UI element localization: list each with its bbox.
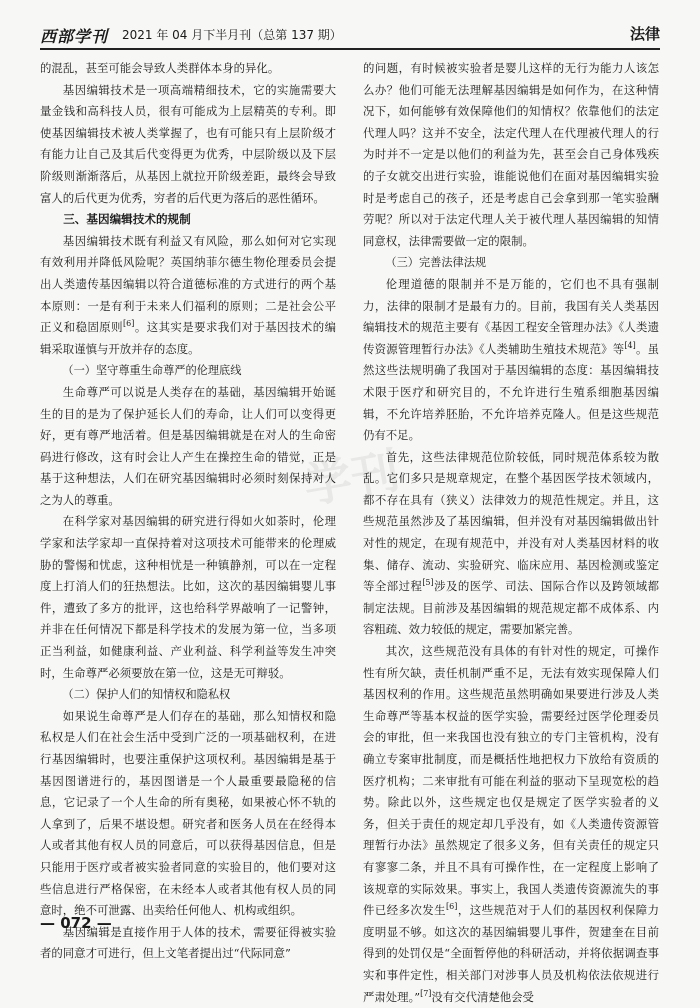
paragraph: 伦理道德的限制并不是万能的，它们也不具有强制力，法律的限制才是最有力的。目前，我国有关人类基因编辑技术的规范主要有《基因工程安全管理办法》《人类遗传资源管理暂行办法》《人类辅助生殖技术规范》等[4]。虽然这些法规明确了我国对于基因编辑的态度：基因编辑技术限于医疗和研究目的，不允许进行生殖系细胞基因编辑，不允许培养胚胎，不允许培养克隆人。但是这些规范仍有不足。 <box>363 276 659 443</box>
citation-marker: [4] <box>624 340 636 350</box>
citation-marker: [5] <box>422 578 434 588</box>
paragraph: 基因编辑技术既有利益又有风险，那么如何对它实现有效利用并降低风险呢？英国纳菲尔德生物伦理委员会提出人类遗传基因编辑以符合道德标准的方式进行的两个基本原则：一是有利于未来人们福利的原则；二是社会公平正义和稳固原则[6]。这其实是要求我们对于基因技术的编辑采取谨慎与开放并存的态度。 <box>40 233 336 356</box>
citation-marker: [7] <box>420 988 432 998</box>
paragraph: 如果说生命尊严是人们存在的基础，那么知情权和隐私权是人们在社会生活中受到广泛的一项基础权利，在进行基因编辑时，也要注重保护这项权利。基因编辑是基于基因图谱进行的，基因图谱是一个人最重要最隐秘的信息，它记录了一个人生命的所有奥秘，如果被心怀不轨的人拿到了，后果不堪设想。研究者和医务人员在在经得本人或者其他有权人员的同意后，可以获得基因信息，但是只能用于医疗或者被实验者同意的实验目的，他们要对这些信息进行严格保密，在未经本人或者其他有权人员的同意时，绝不可泄露、出卖给任何他人、机构或组织。 <box>40 708 336 918</box>
paragraph: 生命尊严可以说是人类存在的基础，基因编辑开始诞生的目的是为了保护延长人们的寿命，让人们可以变得更好，更有尊严地活着。但是基因编辑就是在对人的生命密码进行修改，这有时会让人产生在操控生命的错觉，正是基于这种想法，人们在研究基因编辑时必须时刻保持对人之为人的尊重。 <box>40 384 336 507</box>
watermark: 学刊 <box>299 442 404 515</box>
paragraph: 基因编辑技术是一项高端精细技术，它的实施需要大量金钱和高科技人员，很有可能成为上层精英的专利。即使基因编辑技术被人类掌握了，也有可能只有上层阶级才有能力让自己及其后代变得更为优秀，中层阶级以及下层阶级则渐渐落后，从基因上就拉开阶级差距，最终会导致富人的后代更为优秀，穷者的后代更为落后的恶性循环。 <box>40 82 336 205</box>
section-name: 法律 <box>629 25 660 43</box>
section-heading: （三）完善法律法规 <box>385 256 487 270</box>
paragraph: 其次，这些规范没有具体的有针对性的规定，可操作性有所欠缺，责任机制严重不足，无法有效实现保障人们基因权利的作用。这些规范虽然明确如果要进行涉及人类生命尊严等基本权益的医学实验，需要经过医学伦理委员会的审批，但一来我国也没有独立的专门主管机构，没有确立专案审批制度，而是概括性地把权力下放给有资质的医疗机构；二来审批有可能在利益的驱动下呈现宽松的趋势。除此以外，这些规定也仅是规定了医学实验者的义务，但关于责任的规定却几乎没有，如《人类遗传资源管理暂行办法》虽然规定了很多义务，但有关责任的规定只有寥寥二条，并且不具有可操作性，在一定程度上影响了该规章的实际效果。事实上，我国人类遗传资源流失的事件已经多次发生[6]，这些规范对于人们的基因权利保障力度明显不够。如这次的基因编辑婴儿事件，贺建奎在目前得到的处罚仅是“全面暂停他的科研活动，并将依据调查事实和事件定性，相关部门对涉事人员及机构依法依规进行严肃处理。”[7]没有交代清楚他会受 <box>363 644 659 1004</box>
paragraph: 在科学家对基因编辑的研究进行得如火如荼时，伦理学家和法学家却一直保持着对这项技术可能带来的伦理威胁的警惕和忧虑，这种相忧是一种镇静剂，可以在一定程度上打消人们的狂热想法。比如，这次的基因编辑婴儿事件，遭致了多方的批评，这也给科学界敲响了一记警钟，并非在任何情况下都是科学技术的发展为第一位，当多项正当利益，如健康利益、产业利益、科学利益等发生冲突时，生命尊严必须要放在第一位，这是无可辩驳。 <box>40 514 336 680</box>
section-heading: （一）坚守尊重生命尊严的伦理底线 <box>62 364 242 378</box>
page-number: — 072 — <box>40 914 112 932</box>
issue-info: 2021 年 04 月下半月刊（总第 137 期） <box>122 28 342 42</box>
paragraph: 首先，这些法律规范位阶较低，同时规范体系较为散乱。它们多只是规章规定，在整个基因医学技术领域内，都不存在具有（狭义）法律效力的规范性规定。并且，这些规范虽然涉及了基因编辑，但并没有对基因编辑做出针对性的规定，在现有规范中，并没有对人类基因材料的收集、储存、流动、实验研究、临床应用、基因检测或鉴定等全部过程[5]涉及的医学、司法、国际合作以及跨领域都制定法规。目前涉及基因编辑的规范规定都不成体系、内容粗疏、效力较低的规定，需要加紧完善。 <box>363 449 659 637</box>
paragraph: 的问题，有时候被实验者是婴儿这样的无行为能力人该怎么办？他们可能无法理解基因编辑是如何作为，在这种情况下，如何能够有效保障他们的知情权？依靠他们的法定代理人吗？这并不安全，法定代理人在代理被代理人的行为时并不一定是以他们的利益为先，甚至会自己身体残疾的子女就交出进行实验，谁能说他们在面对基因编辑实验时是考虑自己的孩子，还是考虑自己会拿到那一笔实验酬劳呢？所以对于法定代理人关于被代理人基因编辑的知情同意权，法律需要做一定的限制。 <box>363 61 659 248</box>
paragraph: 基因编辑是直接作用于人体的技术，需要征得被实验者的同意才可进行，但上文笔者提出过“代际同意” <box>40 924 336 961</box>
page-header <box>40 20 660 50</box>
section-heading: 三、基因编辑技术的规制 <box>63 212 191 227</box>
section-heading: （二）保护人们的知情权和隐私权 <box>62 688 231 702</box>
right-column <box>363 58 659 1004</box>
journal-name: 西部学刊 <box>40 27 109 46</box>
citation-marker: [6] <box>123 319 135 329</box>
citation-marker: [6] <box>446 902 458 912</box>
paragraph: 的混乱，甚至可能会导致人类群体本身的异化。 <box>40 61 280 75</box>
